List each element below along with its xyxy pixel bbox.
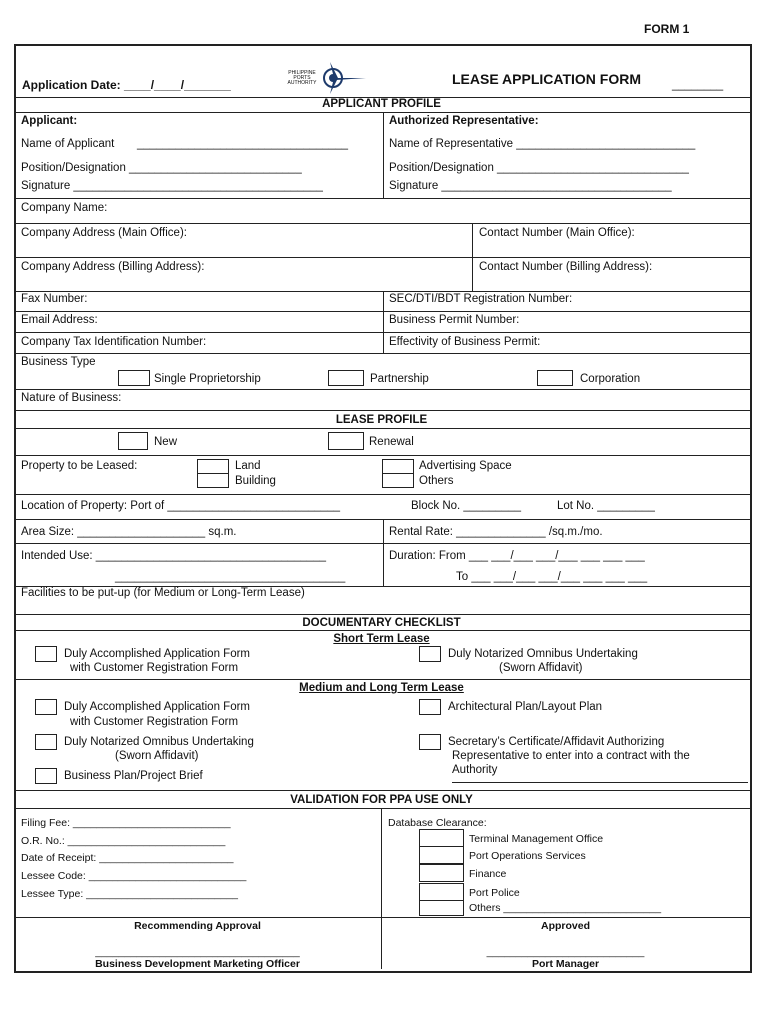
ml-business-plan-label: Business Plan/Project Brief: [64, 770, 203, 782]
corporation-checkbox[interactable]: [537, 370, 573, 386]
applicant-signature-field[interactable]: Signature _______________________________________: [21, 180, 323, 192]
tmo-label: Terminal Management Office: [469, 833, 604, 845]
short-term-heading: Short Term Lease: [333, 633, 430, 645]
advertising-space-checkbox[interactable]: [382, 459, 414, 474]
clearance-others-checkbox[interactable]: [419, 900, 464, 916]
fax-number-field[interactable]: Fax Number:: [21, 293, 88, 305]
or-number-field[interactable]: O.R. No.: ___________________________: [21, 835, 226, 847]
contact-billing-field[interactable]: Contact Number (Billing Address):: [479, 261, 653, 273]
partnership-checkbox[interactable]: [328, 370, 364, 386]
lease-profile-heading: LEASE PROFILE: [335, 414, 428, 426]
company-name-field[interactable]: Company Name:: [21, 202, 108, 214]
database-clearance-label: Database Clearance:: [388, 817, 487, 829]
ml-application-form-label-2: with Customer Registration Form: [70, 716, 239, 728]
ml-secretary-certificate-label-2: Representative to enter into a contract with the: [452, 750, 690, 762]
date-of-receipt-field[interactable]: Date of Receipt: _______________________: [21, 852, 234, 864]
sec-registration-field[interactable]: SEC/DTI/BDT Registration Number:: [389, 293, 573, 305]
st-omnibus-label: Duly Notarized Omnibus Undertaking: [448, 648, 638, 660]
ml-application-form-checkbox[interactable]: [35, 699, 57, 715]
lot-no-field[interactable]: Lot No. _________: [557, 500, 655, 512]
permit-effectivity-field[interactable]: Effectivity of Business Permit:: [389, 336, 541, 348]
filing-fee-field[interactable]: Filing Fee: ___________________________: [21, 817, 231, 829]
pos-label: Port Operations Services: [469, 850, 586, 862]
new-checkbox[interactable]: [118, 432, 148, 450]
property-others-checkbox[interactable]: [382, 473, 414, 488]
intended-use-line-2[interactable]: ____________________________________: [115, 571, 346, 583]
facilities-field[interactable]: Facilities to be put-up (for Medium or Long-Term Lease): [21, 587, 305, 599]
tmo-checkbox[interactable]: [419, 829, 464, 847]
ml-secretary-certificate-label-3: Authority: [452, 764, 498, 776]
ml-architectural-plan-checkbox[interactable]: [419, 699, 441, 715]
ml-omnibus-checkbox[interactable]: [35, 734, 57, 750]
ml-omnibus-label-2: (Sworn Affidavit): [115, 750, 199, 762]
contact-main-field[interactable]: Contact Number (Main Office):: [479, 227, 635, 239]
company-address-billing-field[interactable]: Company Address (Billing Address):: [21, 261, 205, 273]
bdmo-signature-line[interactable]: ___________________________________: [95, 946, 300, 958]
form-number: FORM 1: [644, 22, 690, 36]
business-type-label: Business Type: [21, 356, 96, 368]
logo-text: PHILIPPINE PORTS AUTHORITY: [287, 70, 317, 86]
lessee-type-field[interactable]: Lessee Type: __________________________: [21, 888, 239, 900]
rep-signature-field[interactable]: Signature ____________________________________: [389, 180, 672, 192]
rep-position-field[interactable]: Position/Designation ______________________________: [389, 162, 689, 174]
property-others-label: Others: [419, 475, 454, 487]
pos-checkbox[interactable]: [419, 846, 464, 864]
checklist-heading: DOCUMENTARY CHECKLIST: [302, 617, 461, 629]
company-tin-field[interactable]: Company Tax Identification Number:: [21, 336, 207, 348]
finance-label: Finance: [469, 868, 507, 880]
renewal-label: Renewal: [369, 436, 414, 448]
form-title: LEASE APPLICATION FORM: [452, 71, 641, 87]
advertising-space-label: Advertising Space: [419, 460, 512, 472]
new-label: New: [154, 436, 178, 448]
st-omnibus-label-2: (Sworn Affidavit): [499, 662, 583, 674]
area-size-field[interactable]: Area Size: ____________________ sq.m.: [21, 526, 237, 538]
corporation-label: Corporation: [580, 373, 641, 385]
st-application-form-label: Duly Accomplished Application Form: [64, 648, 250, 660]
ml-secretary-certificate-label: Secretary’s Certificate/Affidavit Authorizing: [448, 736, 665, 748]
port-manager-signature-line[interactable]: ___________________________: [486, 946, 645, 958]
building-checkbox[interactable]: [197, 473, 229, 488]
company-address-main-field[interactable]: Company Address (Main Office):: [21, 227, 187, 239]
validation-heading: VALIDATION FOR PPA USE ONLY: [290, 794, 473, 806]
application-date-field[interactable]: Application Date: ____/____/_______: [22, 78, 231, 92]
st-application-form-label-2: with Customer Registration Form: [70, 662, 239, 674]
ml-architectural-plan-label: Architectural Plan/Layout Plan: [448, 701, 603, 713]
authorized-rep-label: Authorized Representative:: [389, 115, 539, 127]
bdmo-label: Business Development Marketing Officer: [95, 958, 300, 970]
approved-label: Approved: [540, 920, 590, 932]
st-omnibus-checkbox[interactable]: [419, 646, 441, 662]
medium-long-heading: Medium and Long Term Lease: [299, 682, 464, 694]
port-manager-label: Port Manager: [531, 958, 600, 970]
applicant-position-field[interactable]: Position/Designation ___________________________: [21, 162, 302, 174]
nature-of-business-field[interactable]: Nature of Business:: [21, 392, 122, 404]
duration-to-field[interactable]: To ___ ___/___ ___/___ ___ ___ ___: [456, 571, 648, 583]
rental-rate-field[interactable]: Rental Rate: ______________ /sq.m./mo.: [389, 526, 603, 538]
building-label: Building: [235, 475, 276, 487]
finance-checkbox[interactable]: [419, 864, 464, 882]
port-police-label: Port Police: [469, 887, 520, 899]
duration-from-field[interactable]: Duration: From ___ ___/___ ___/___ ___ ___ ___: [389, 550, 645, 562]
name-of-applicant-field[interactable]: _________________________________: [137, 138, 349, 150]
applicant-profile-heading: APPLICANT PROFILE: [322, 98, 441, 110]
intended-use-field[interactable]: Intended Use: ____________________________________: [21, 550, 327, 562]
single-proprietorship-label: Single Proprietorship: [154, 373, 261, 385]
email-address-field[interactable]: Email Address:: [21, 314, 98, 326]
ml-secretary-certificate-checkbox[interactable]: [419, 734, 441, 750]
property-to-be-leased-label: Property to be Leased:: [21, 460, 138, 472]
block-no-field[interactable]: Block No. _________: [411, 500, 521, 512]
ml-application-form-label: Duly Accomplished Application Form: [64, 701, 250, 713]
location-of-property-field[interactable]: Location of Property: Port of ___________________________: [21, 500, 341, 512]
ml-business-plan-checkbox[interactable]: [35, 768, 57, 784]
lessee-code-field[interactable]: Lessee Code: ___________________________: [21, 870, 247, 882]
land-label: Land: [235, 460, 261, 472]
recommending-approval-label: Recommending Approval: [134, 920, 261, 932]
port-police-checkbox[interactable]: [419, 883, 464, 901]
title-line: ________: [672, 79, 724, 91]
st-application-form-checkbox[interactable]: [35, 646, 57, 662]
single-proprietorship-checkbox[interactable]: [118, 370, 150, 386]
applicant-label: Applicant:: [21, 115, 78, 127]
name-of-representative-field[interactable]: Name of Representative ____________________________: [389, 138, 696, 150]
partnership-label: Partnership: [370, 373, 429, 385]
ml-omnibus-label: Duly Notarized Omnibus Undertaking: [64, 736, 254, 748]
renewal-checkbox[interactable]: [328, 432, 364, 450]
name-of-applicant-label: Name of Applicant: [21, 138, 115, 150]
clearance-others-field[interactable]: Others ___________________________: [469, 902, 662, 914]
business-permit-field[interactable]: Business Permit Number:: [389, 314, 520, 326]
land-checkbox[interactable]: [197, 459, 229, 474]
